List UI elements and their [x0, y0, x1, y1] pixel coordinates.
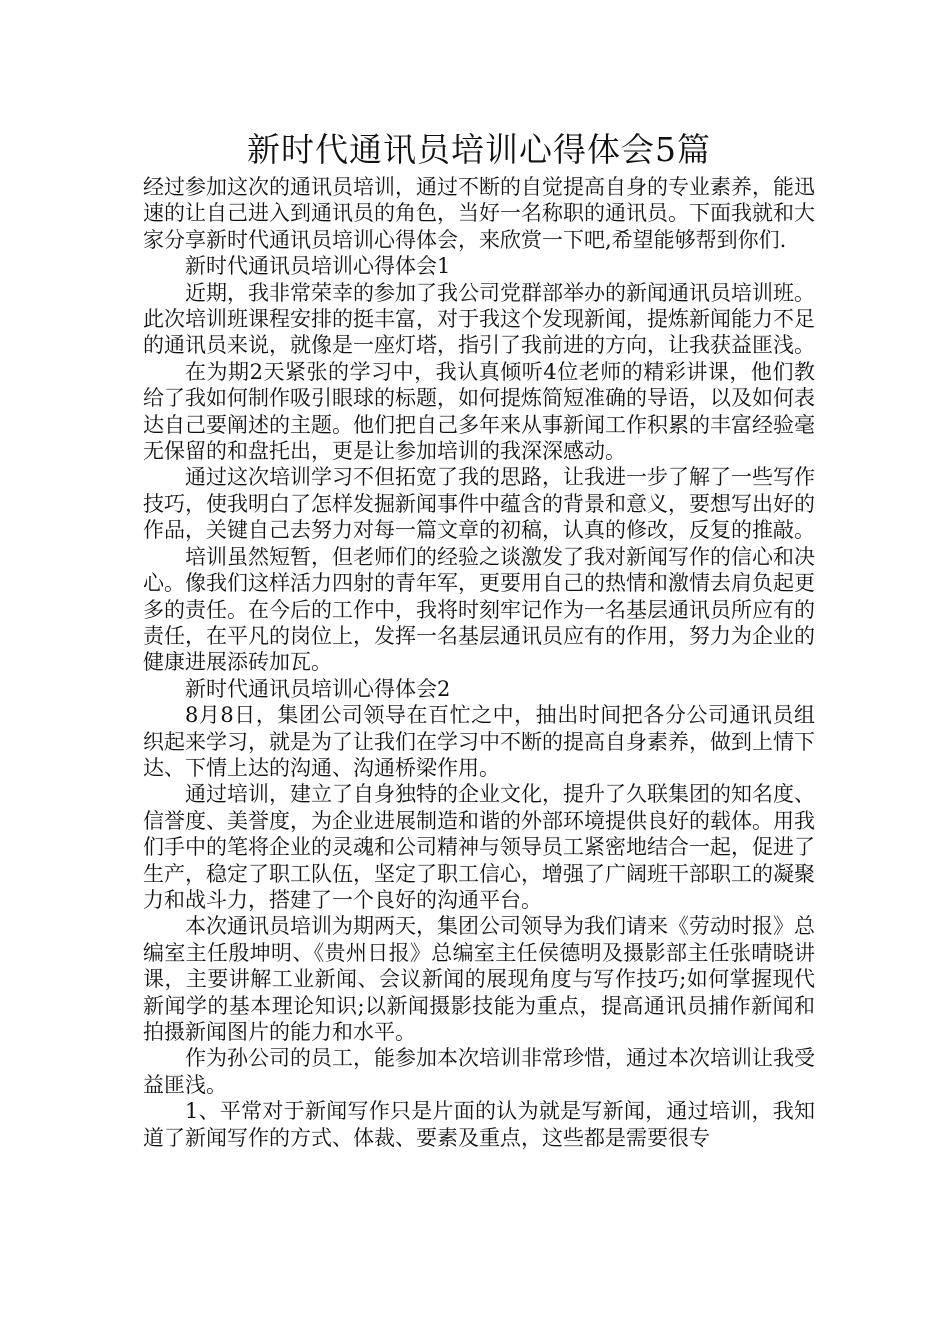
- document-title: 新时代通讯员培训心得体会5篇: [247, 130, 711, 169]
- body-paragraph: 本次通讯员培训为期两天，集团公司领导为我们请来《劳动时报》总编室主任殷坤明、《贵州日报》总编室主任侯德明及摄影部主任张晴晓讲课，主要讲解工业新闻、会议新闻的展现角度与写作技巧;如何掌握现代新闻学的基本理论知识;以新闻摄影技能为重点，提高通讯员捕作新闻和拍摄新闻图片的能力和水平。: [143, 914, 815, 1044]
- body-paragraph: 通过这次培训学习不但拓宽了我的思路，让我进一步了解了一些写作技巧，使我明白了怎样发掘新闻事件中蕴含的背景和意义，要想写出好的作品，关键自己去努力对每一篇文章的初稿，认真的修改，反复的推敲。: [143, 465, 815, 543]
- body-paragraph: 培训虽然短暂，但老师们的经验之谈激发了我对新闻写作的信心和决心。像我们这样活力四射的青年军，更要用自己的热情和激情去肩负起更多的责任。在今后的工作中，我将时刻牢记作为一名基层通讯员所应有的责任，在平凡的岗位上，发挥一名基层通讯员应有的作用，努力为企业的健康进展添砖加瓦。: [143, 544, 815, 675]
- intro-paragraph: 经过参加这次的通讯员培训，通过不断的自觉提高自身的专业素养，能迅速的让自己进入到通讯员的角色，当好一名称职的通讯员。下面我就和大家分享新时代通讯员培训心得体会，来欣赏一下吧,希望能够帮到你们.: [143, 175, 815, 252]
- body-paragraph: 在为期2天紧张的学习中，我认真倾听4位老师的精彩讲课，他们教给了我如何制作吸引眼球的标题，如何提炼简短准确的导语，以及如何表达自己要阐述的主题。他们把自己多年来从事新闻工作积累的丰富经验毫无保留的和盘托出，更是让参加培训的我深深感动。: [143, 359, 815, 464]
- body-paragraph: 通过培训，建立了自身独特的企业文化，提升了久联集团的知名度、信誉度、美誉度，为企业进展制造和谐的外部环境提供良好的载体。用我们手中的笔将企业的灵魂和公司精神与领导员工紧密地结合一起，促进了生产，稳定了职工队伍，坚定了职工信心，增强了广阔班干部职工的凝聚力和战斗力，搭建了一个良好的沟通平台。: [143, 782, 815, 912]
- section-heading-2: 新时代通讯员培训心得体会2: [185, 676, 451, 701]
- body-paragraph: 8月8日，集团公司领导在百忙之中，抽出时间把各分公司通讯员组织起来学习，就是为了让我们在学习中不断的提高自身素养，做到上情下达、下情上达的沟通、沟通桥梁作用。: [143, 703, 815, 780]
- body-paragraph: 1、平常对于新闻写作只是片面的认为就是写新闻，通过培训，我知道了新闻写作的方式、体裁、要素及重点，这些都是需要很专: [143, 1099, 815, 1150]
- document-body: [143, 174, 815, 1151]
- body-paragraph: 作为孙公司的员工，能参加本次培训非常珍惜，通过本次培训让我受益匪浅。: [143, 1046, 815, 1097]
- section-heading-1: 新时代通讯员培训心得体会1: [185, 254, 451, 279]
- body-paragraph: 近期，我非常荣幸的参加了我公司党群部举办的新闻通讯员培训班。此次培训班课程安排的挺丰富，对于我这个发现新闻，提炼新闻能力不足的通讯员来说，就像是一座灯塔，指引了我前进的方向，让我获益匪浅。: [143, 280, 815, 358]
- document-page: [143, 128, 815, 1151]
